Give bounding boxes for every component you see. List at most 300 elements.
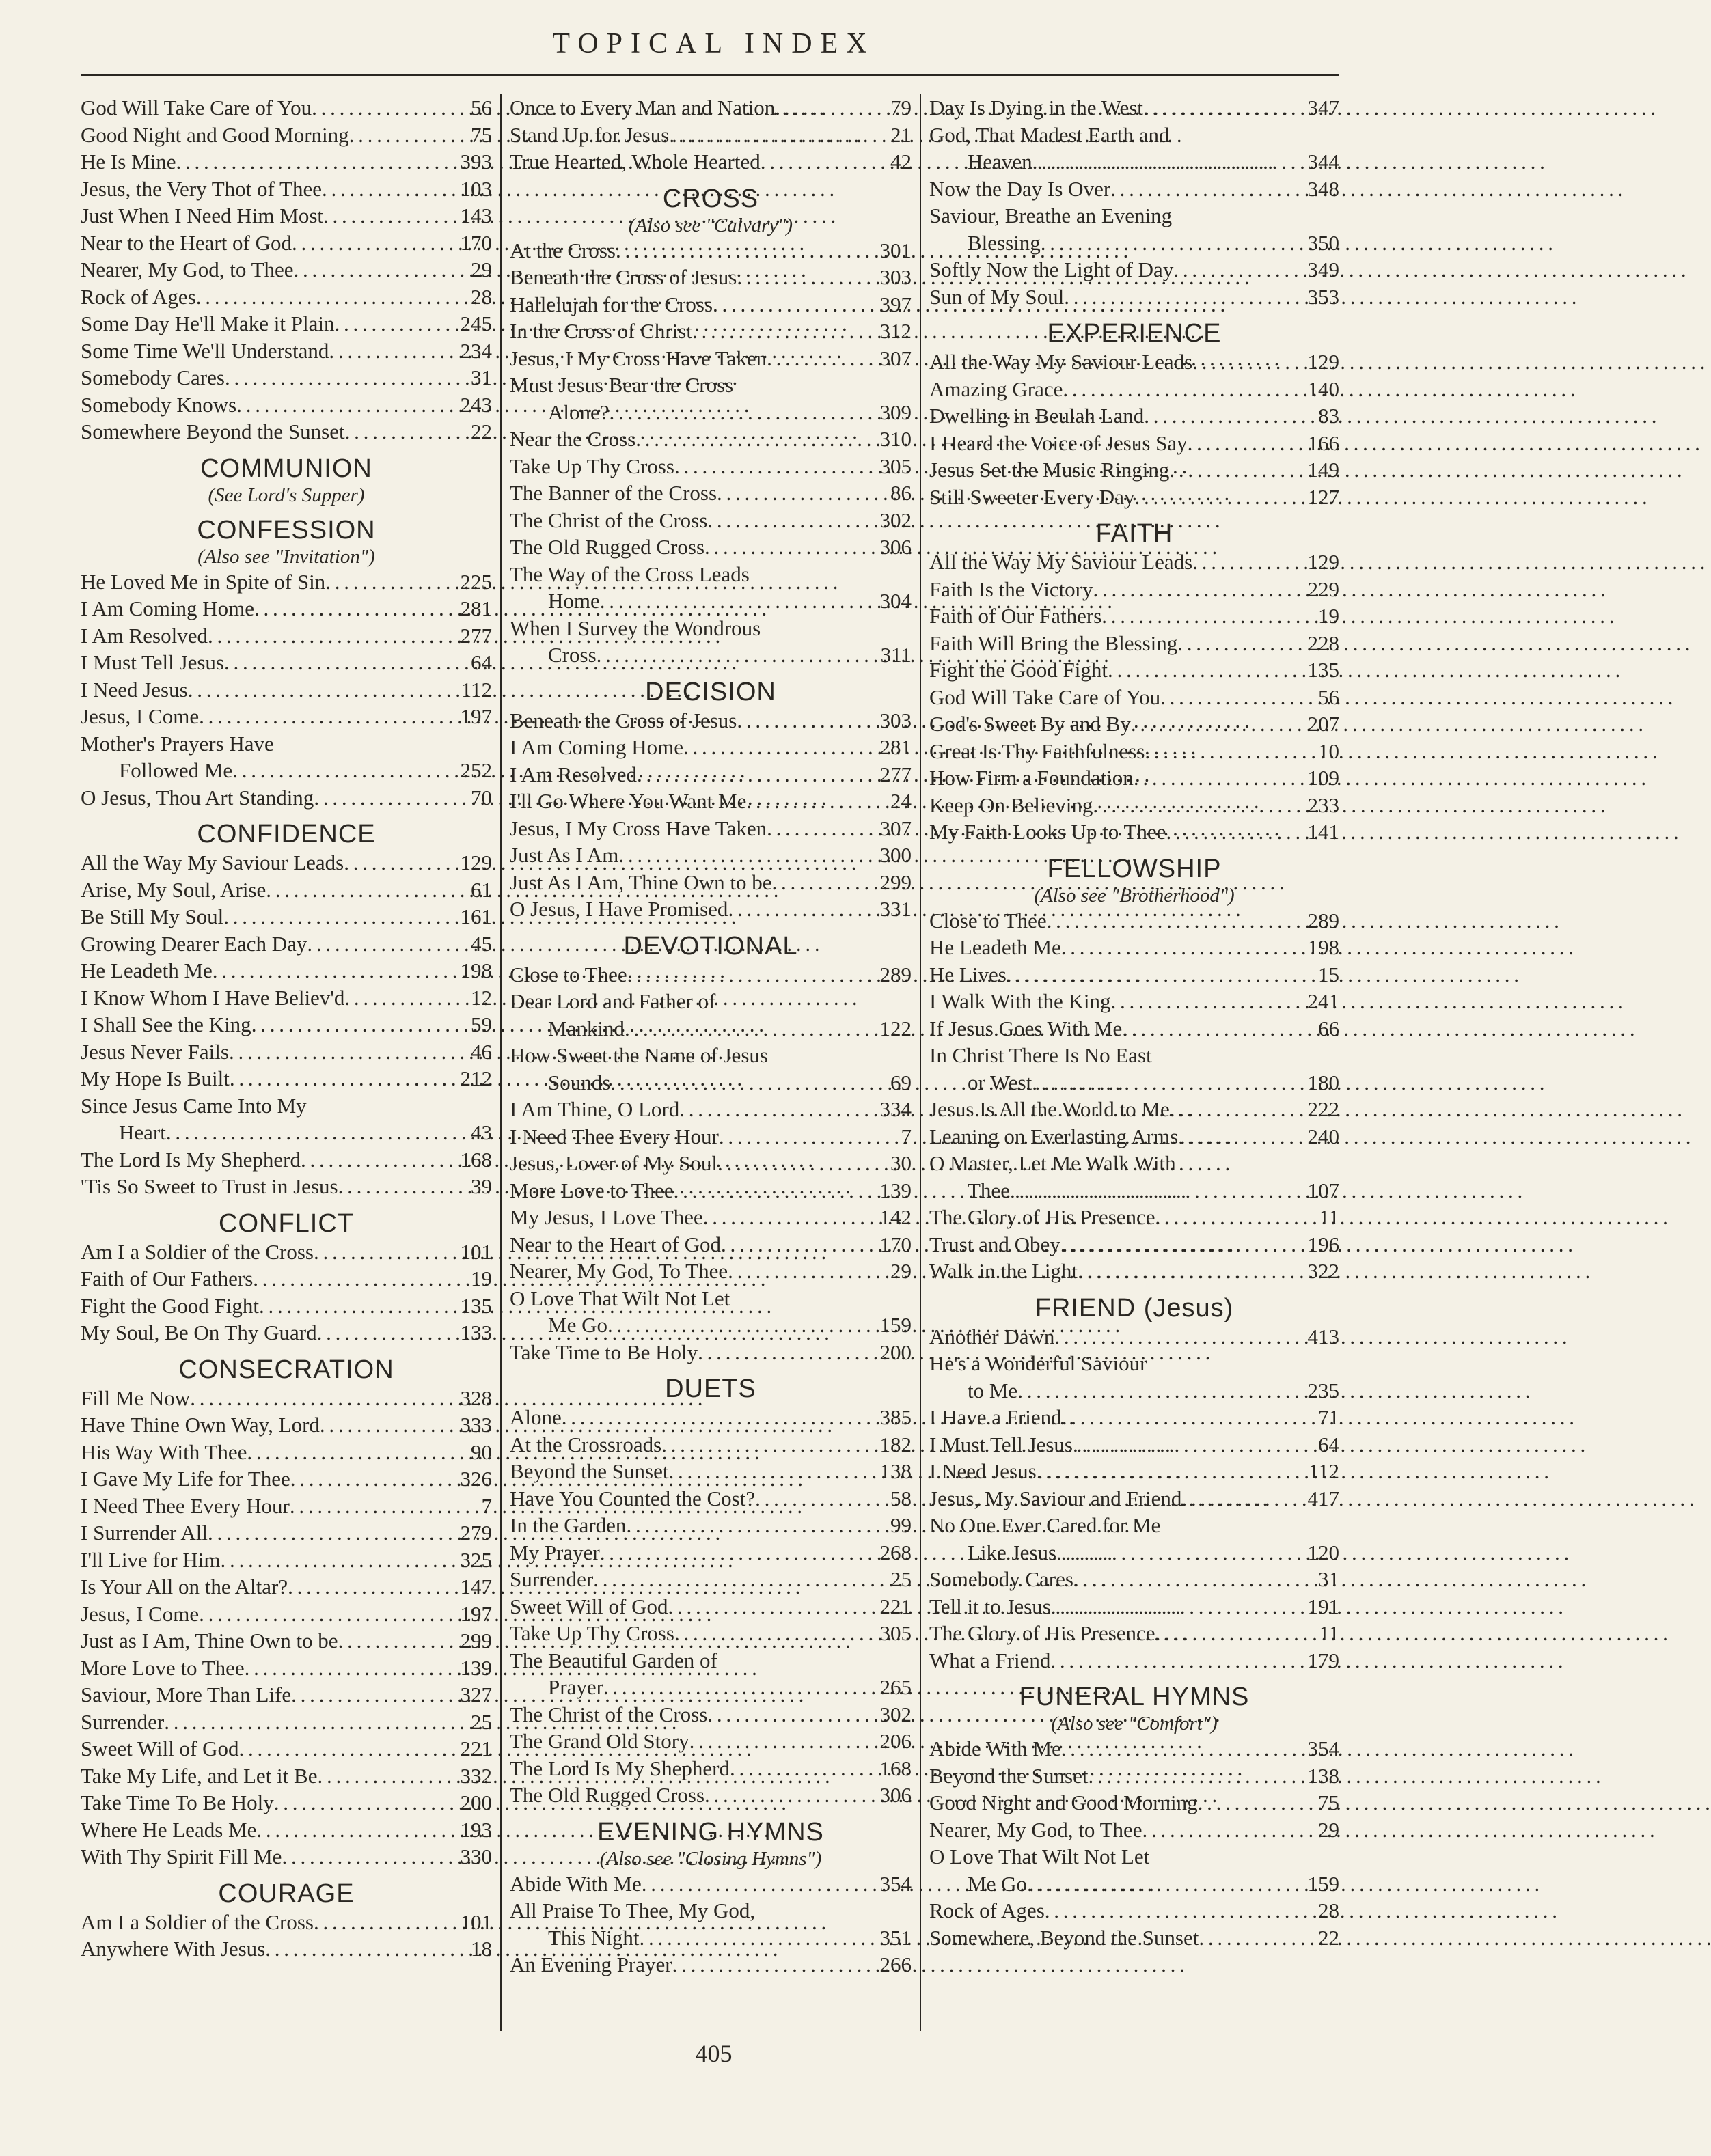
section-heading: COURAGE [218, 1879, 355, 1908]
index-entry [81, 876, 492, 904]
leader-dots [1061, 934, 1305, 961]
leader-dots [199, 703, 457, 730]
entry-title: What a Friend [929, 1648, 1051, 1672]
entry-title: Have Thine Own Way, Lord [81, 1413, 320, 1437]
index-entry [510, 1782, 912, 1809]
index-entry [510, 961, 912, 989]
entry-page-number: 305 [879, 1621, 912, 1645]
index-entry [929, 456, 1339, 484]
leader-dots [707, 507, 877, 534]
entry-line [929, 1258, 1339, 1285]
entry-page-number: 268 [879, 1540, 912, 1564]
entry-page-number: 112 [1308, 1459, 1339, 1483]
entry-page-number: 64 [471, 650, 492, 674]
entry-line [929, 1231, 1339, 1258]
section-note: (See Lord's Supper) [208, 484, 365, 506]
entry-line [929, 176, 1339, 203]
entry-line [81, 1763, 492, 1790]
entry-title: An Evening Prayer [510, 1952, 672, 1976]
entry-page-number: 11 [1319, 1205, 1339, 1229]
index-entry [81, 1439, 492, 1466]
leader-dots [1032, 148, 1305, 176]
entry-title: All the Way My Saviour Leads [81, 851, 344, 874]
entry-line [510, 1539, 912, 1566]
entry-page-number: 42 [890, 150, 912, 174]
leader-dots [607, 1312, 877, 1339]
entry-page-number: 354 [879, 1871, 912, 1896]
index-entry [510, 1701, 912, 1728]
leader-dots [1177, 630, 1304, 657]
section-heading: CONFIDENCE [197, 820, 376, 848]
leader-dots [703, 1204, 877, 1231]
entry-page-number: 327 [460, 1683, 492, 1706]
entry-title-continued: Like Jesus [968, 1540, 1057, 1564]
index-entry [510, 1485, 912, 1512]
entry-page-number: 306 [879, 535, 912, 559]
leader-dots [674, 1620, 877, 1647]
entry-title: Softly Now the Light of Day [929, 258, 1174, 281]
index-entry [510, 480, 912, 507]
entry-page-number: 135 [460, 1293, 492, 1318]
index-entry [81, 1909, 492, 1936]
leader-dots [1181, 1485, 1304, 1512]
entry-page-number: 22 [1318, 1925, 1339, 1950]
index-entry [81, 1843, 492, 1870]
leader-dots [1101, 603, 1315, 630]
entry-page-number: 229 [1307, 577, 1339, 601]
entry-line [929, 1431, 1339, 1459]
leader-dots [1017, 1377, 1304, 1405]
leader-dots [320, 1411, 458, 1439]
entry-title: Jesus Never Fails [81, 1039, 229, 1064]
index-entry [510, 1431, 912, 1459]
leader-dots [1198, 1789, 1315, 1816]
leader-dots [1054, 1323, 1304, 1351]
entry-line [81, 1465, 492, 1493]
entry-title: Have You Counted the Cost? [510, 1486, 756, 1510]
entry-page-number: 350 [1307, 230, 1339, 255]
entry-line [510, 1924, 912, 1952]
entry-page-number: 45 [471, 931, 492, 956]
entry-title: My Hope Is Built [81, 1066, 230, 1090]
section-heading: FELLOWSHIP [1047, 854, 1222, 883]
index-entry [81, 595, 492, 622]
leader-dots [345, 418, 468, 445]
index-entry [81, 364, 492, 391]
entry-title: I Am Thine, O Lord [510, 1097, 680, 1121]
index-entry [81, 148, 492, 176]
entry-page-number: 182 [879, 1432, 912, 1456]
entry-page-number: 129 [1307, 550, 1339, 574]
index-entry [81, 730, 492, 784]
leader-dots [1173, 256, 1304, 284]
entry-line [510, 264, 912, 291]
entry-line [81, 1385, 492, 1412]
index-entry [510, 237, 912, 264]
leader-dots [190, 1385, 457, 1412]
leader-dots [225, 364, 468, 391]
entry-page-number: 79 [890, 96, 912, 120]
entry-page-number: 180 [1307, 1070, 1339, 1094]
entry-line [929, 1458, 1339, 1485]
entry-title: Dear Lord and Father of [510, 989, 716, 1013]
leader-dots [213, 957, 458, 984]
entry-title: In the Garden [510, 1513, 627, 1537]
entry-title: O Love That Wilt Not Let [929, 1844, 1150, 1868]
entry-title: Stand Up for Jesus [510, 122, 670, 147]
entry-line [510, 761, 912, 788]
entry-line [929, 1015, 1339, 1042]
entry-line [510, 453, 912, 480]
entry-page-number: 129 [1307, 350, 1339, 374]
index-entry [510, 707, 912, 734]
leader-dots [1045, 1897, 1315, 1924]
entry-line [929, 988, 1339, 1015]
leader-dots [755, 1485, 888, 1512]
entry-line [81, 1573, 492, 1601]
entry-title: I Have a Friend [929, 1405, 1062, 1429]
entry-title: Hallelujah for the Cross [510, 292, 713, 316]
leader-dots [1192, 348, 1304, 376]
entry-title: Saviour, Breathe an Evening [929, 204, 1173, 227]
entry-line [81, 1655, 492, 1682]
entry-page-number: 241 [1307, 989, 1339, 1013]
entry-title: I Surrender All [81, 1521, 208, 1545]
index-entry [929, 1512, 1339, 1566]
entry-line [510, 122, 912, 149]
index-entry [81, 903, 492, 930]
leader-dots [314, 1239, 458, 1266]
index-column-1 [81, 94, 500, 2031]
index-entry [510, 453, 912, 480]
leader-dots [775, 94, 888, 122]
leader-dots [220, 1547, 457, 1574]
entry-page-number: 212 [460, 1066, 492, 1090]
entry-title: My Jesus, I Love Thee [510, 1205, 703, 1229]
index-entry [81, 1065, 492, 1092]
index-entry [929, 1735, 1339, 1763]
entry-page-number: 235 [1307, 1378, 1339, 1402]
entry-title: Just When I Need Him Most [81, 204, 324, 227]
leader-dots [317, 1319, 458, 1346]
entry-page-number: 307 [879, 816, 912, 840]
entry-line [510, 842, 912, 869]
leader-dots [668, 1593, 877, 1620]
entry-line [81, 230, 492, 257]
entry-line [81, 1816, 492, 1844]
entry-page-number: 7 [901, 1124, 912, 1148]
entry-title: Somebody Knows [81, 392, 237, 417]
entry-title: O Master, Let Me Walk With [929, 1151, 1176, 1175]
entry-page-number: 112 [461, 677, 492, 702]
entry-page-number: 11 [1319, 1621, 1339, 1645]
leader-dots [562, 1404, 877, 1431]
index-entry [81, 1411, 492, 1439]
entry-page-number: 138 [1307, 1763, 1339, 1788]
leader-dots [288, 1573, 457, 1601]
entry-page-number: 31 [1318, 1567, 1339, 1591]
entry-line [929, 230, 1339, 257]
entry-page-number: 75 [471, 122, 492, 147]
index-entry [929, 818, 1339, 846]
entry-line [510, 1755, 912, 1782]
leader-dots [730, 1755, 877, 1782]
entry-line [510, 1458, 912, 1485]
entry-title: Growing Dearer Each Day [81, 931, 307, 956]
section-note: (Also see "Comfort") [1051, 1713, 1218, 1735]
entry-page-number: 56 [1318, 685, 1339, 709]
entry-page-number: 140 [1307, 376, 1339, 401]
leader-dots [176, 148, 457, 176]
leader-dots [674, 1177, 877, 1204]
leader-dots [717, 480, 888, 507]
section-heading: EVENING HYMNS [597, 1817, 824, 1847]
index-entry [929, 1458, 1339, 1485]
leader-dots [196, 284, 468, 311]
entry-line [81, 876, 492, 904]
entry-title: God Will Take Care of You [81, 96, 312, 120]
entry-line [510, 1951, 912, 1978]
leader-dots [707, 1701, 877, 1728]
entry-title: Still Sweeter Every Day [929, 484, 1135, 509]
entry-line [929, 1897, 1339, 1924]
entry-page-number: 15 [1318, 962, 1339, 986]
entry-line [929, 1763, 1339, 1790]
entry-title: In Christ There Is No East [929, 1043, 1152, 1067]
index-entry [510, 988, 912, 1042]
leader-dots [679, 1096, 877, 1123]
entry-title-continued: Alone? [548, 400, 610, 424]
entry-line [81, 1293, 492, 1320]
entry-title: Keep On Believing [929, 792, 1093, 817]
entry-page-number: 133 [460, 1321, 492, 1344]
entry-line [510, 1312, 912, 1339]
entry-title: Rock of Ages [81, 284, 196, 309]
entry-line [510, 1431, 912, 1459]
entry-line [510, 345, 912, 372]
leader-dots [1188, 430, 1305, 457]
leader-dots [1062, 1404, 1315, 1431]
entry-line [929, 630, 1339, 657]
entry-line [81, 957, 492, 984]
entry-line [81, 310, 492, 337]
entry-title-continued: Me Go [548, 1313, 607, 1337]
entry-line [81, 595, 492, 622]
entry-line [929, 284, 1339, 311]
entry-title: Take Up Thy Cross [510, 1621, 674, 1645]
entry-title: How Sweet the Name of Jesus [510, 1043, 768, 1067]
entry-title: Somewhere, Beyond the Sunset [929, 1925, 1199, 1950]
entry-page-number: 29 [1318, 1817, 1339, 1842]
entry-title: Close to Thee [510, 962, 627, 986]
entry-title-continued: Home [548, 589, 600, 613]
entry-line [81, 94, 492, 122]
leader-dots [672, 1951, 877, 1978]
entry-title: The Old Rugged Cross [510, 535, 705, 559]
entry-title: Rock of Ages [929, 1898, 1045, 1922]
leader-dots [616, 237, 877, 264]
leader-dots [635, 426, 877, 453]
leader-dots [767, 815, 877, 842]
leader-dots [1063, 376, 1304, 403]
index-entry [510, 1951, 912, 1978]
entry-line [81, 784, 492, 812]
entry-page-number: 221 [879, 1594, 912, 1618]
entry-line [929, 1539, 1339, 1566]
entry-page-number: 225 [460, 569, 492, 594]
entry-title: Sun of My Soul [929, 284, 1065, 309]
entry-line [510, 94, 912, 122]
leader-dots [627, 961, 877, 989]
entry-line [81, 1547, 492, 1574]
entry-line [929, 657, 1339, 684]
section-note: (Also see "Calvary") [628, 214, 793, 236]
entry-page-number: 197 [460, 704, 492, 728]
entry-title: I Am Resolved [510, 762, 637, 786]
entry-line [81, 1519, 492, 1547]
index-entry [929, 1485, 1339, 1512]
entry-line [929, 1566, 1339, 1593]
leader-dots [208, 1519, 458, 1547]
index-entry [510, 561, 912, 615]
index-entry [81, 1038, 492, 1066]
entry-line [81, 176, 492, 203]
entry-page-number: 61 [471, 877, 492, 902]
index-entry [81, 568, 492, 596]
index-entry [81, 1092, 492, 1146]
entry-title-continued: Blessing [968, 230, 1041, 255]
entry-title: I Need Jesus [929, 1459, 1037, 1483]
leader-dots [728, 1258, 888, 1285]
entry-page-number: 349 [1307, 258, 1339, 281]
entry-line [929, 1485, 1339, 1512]
index-entry [929, 430, 1339, 457]
entry-line [929, 1177, 1339, 1204]
index-entry [81, 1655, 492, 1682]
entry-line [81, 284, 492, 311]
leader-dots [254, 595, 457, 622]
index-entry [929, 1647, 1339, 1674]
entry-line [929, 94, 1339, 122]
index-entry [510, 1123, 912, 1150]
entry-page-number: 309 [879, 400, 912, 424]
leader-dots [704, 534, 877, 561]
leader-dots [314, 1909, 458, 1936]
index-entry [510, 1177, 912, 1204]
entry-title: I Gave My Life for Thee [81, 1467, 290, 1491]
entry-page-number: 196 [1307, 1232, 1339, 1256]
entry-title: Walk in the Light [929, 1259, 1078, 1283]
leader-dots [1056, 1539, 1304, 1566]
entry-title: Be Still My Soul [81, 904, 224, 928]
index-entry [929, 549, 1339, 576]
index-entry [929, 1789, 1339, 1816]
index-entry [81, 1601, 492, 1628]
section-heading: FRIEND (Jesus) [1035, 1293, 1234, 1323]
section-heading: CONFLICT [219, 1208, 354, 1238]
leader-dots [692, 318, 877, 345]
index-entry [81, 957, 492, 984]
index-entry [929, 1843, 1339, 1897]
leader-dots [1047, 907, 1305, 935]
index-entry [510, 291, 912, 318]
entry-page-number: 302 [879, 1702, 912, 1726]
entry-line [81, 1843, 492, 1870]
entry-line [81, 364, 492, 391]
index-columns [81, 94, 1339, 2031]
entry-line [510, 399, 912, 426]
entry-page-number: 46 [471, 1039, 492, 1064]
entry-page-number: 166 [1307, 430, 1339, 455]
entry-page-number: 101 [460, 1239, 492, 1264]
entry-page-number: 307 [879, 346, 912, 370]
entry-line [510, 1870, 912, 1898]
entry-line [81, 849, 492, 876]
entry-page-number: 18 [471, 1937, 492, 1961]
index-entry [510, 815, 912, 842]
leader-dots [1192, 549, 1304, 576]
entry-title: The Beautiful Garden of [510, 1648, 717, 1672]
leader-dots [1199, 1924, 1315, 1952]
index-entry [929, 202, 1339, 256]
leader-dots [1027, 1870, 1305, 1898]
entry-title: Fight the Good Fight [81, 1293, 259, 1318]
leader-dots [618, 842, 877, 869]
entry-title: Just As I Am [510, 843, 619, 867]
index-entry [929, 1620, 1339, 1647]
index-column-2 [500, 94, 920, 2031]
entry-title: Somebody Cares [929, 1567, 1073, 1591]
entry-title: Nearer, My God, to Thee [929, 1817, 1142, 1842]
entry-page-number: 58 [890, 1486, 912, 1510]
entry-title: Abide With Me [929, 1737, 1061, 1760]
section-heading: COMMUNION [200, 454, 372, 483]
entry-title: Beneath the Cross of Jesus [510, 265, 737, 289]
entry-title: When I Survey the Wondrous [510, 616, 761, 640]
index-entry [81, 1681, 492, 1709]
index-entry [929, 402, 1339, 430]
entry-page-number: 70 [471, 785, 492, 810]
entry-line [929, 256, 1339, 284]
leader-dots [322, 176, 457, 203]
entry-title: Day Is Dying in the West [929, 96, 1143, 120]
entry-title: Amazing Grace [929, 376, 1063, 401]
entry-page-number: 277 [460, 623, 492, 648]
entry-line [510, 896, 912, 923]
index-entry [510, 1042, 912, 1096]
entry-line [929, 1323, 1339, 1351]
entry-page-number: 143 [460, 204, 492, 227]
entry-page-number: 59 [471, 1012, 492, 1036]
entry-title: O Love That Wilt Not Let [510, 1286, 730, 1310]
index-entry [929, 1593, 1339, 1620]
entry-page-number: 206 [879, 1729, 912, 1753]
entry-page-number: 289 [879, 962, 912, 986]
entry-page-number: 228 [1307, 631, 1339, 655]
entry-page-number: 304 [879, 589, 912, 613]
index-entry [929, 684, 1339, 711]
entry-page-number: 393 [460, 150, 492, 174]
entry-line [929, 1123, 1339, 1150]
index-entry [929, 94, 1339, 122]
entry-line [510, 1096, 912, 1123]
entry-title: Somebody Cares [81, 365, 225, 389]
entry-line [510, 1404, 912, 1431]
entry-title: I Must Tell Jesus [81, 650, 224, 674]
index-entry [510, 1897, 912, 1951]
index-entry [510, 122, 912, 149]
index-entry [510, 1258, 912, 1285]
